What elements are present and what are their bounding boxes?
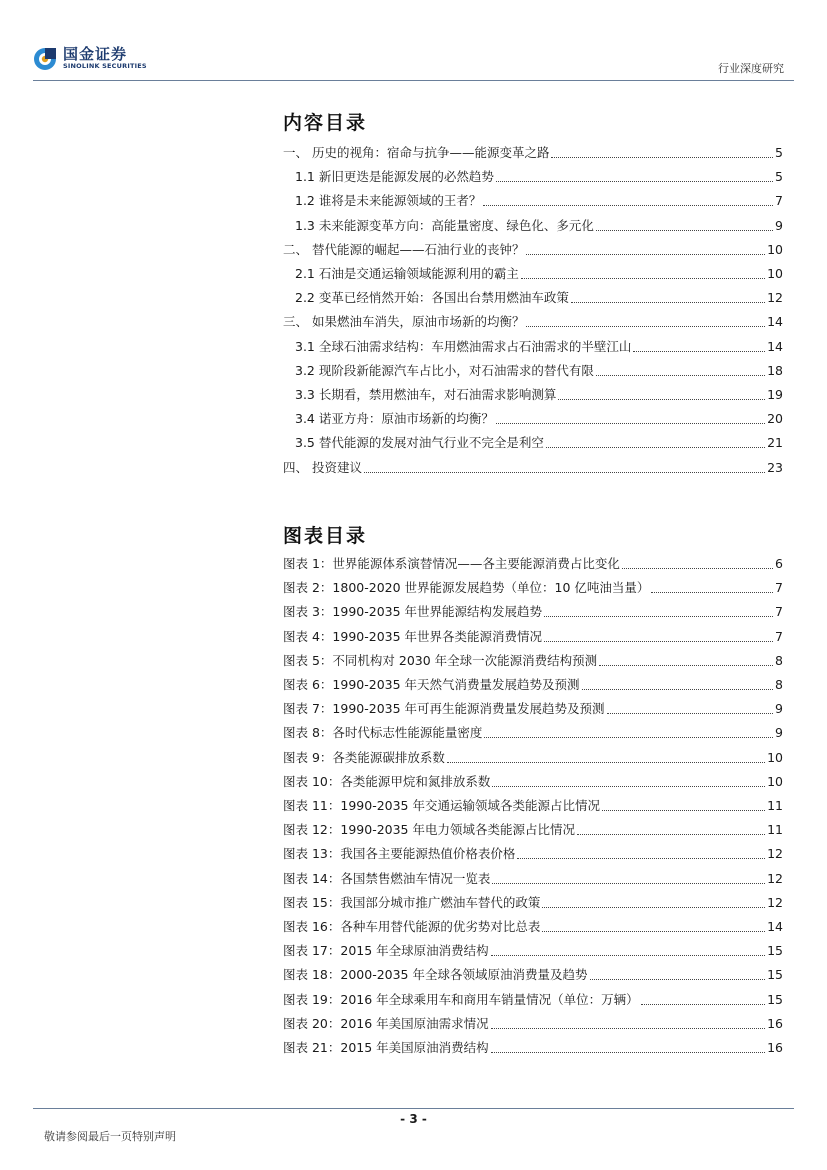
dot-leader [577, 834, 765, 835]
figure-entry[interactable] [283, 797, 783, 815]
entry-page-number: 12 [767, 894, 783, 910]
sinolink-logo-icon [33, 47, 57, 71]
entry-label: 图表 15：我国部分城市推广燃油车替代的政策 [283, 894, 541, 910]
entry-label: 图表 1：世界能源体系演替情况——各主要能源消费占比变化 [283, 556, 620, 571]
entry-label: 图表 13：我国各主要能源热值价格表价格 [283, 846, 516, 862]
entry-label: 3.2 现阶段新能源汽车占比小，对石油需求的替代有限 [295, 362, 594, 378]
entry-page-number: 15 [767, 991, 783, 1007]
figure-entry[interactable] [283, 579, 783, 597]
entry-label: 图表 19：2016 年全球乘用车和商用车销量情况（单位：万辆） [283, 991, 639, 1007]
toc-entry[interactable] [295, 168, 783, 186]
dot-leader [491, 955, 765, 956]
entry-page-number: 9 [775, 725, 783, 741]
entry-page-number: 7 [775, 628, 783, 644]
dot-leader [517, 858, 765, 859]
disclaimer: 敬请参阅最后一页特别声明 [44, 1130, 176, 1143]
dot-leader [484, 737, 773, 738]
dot-leader [526, 326, 765, 327]
figure-entry[interactable] [283, 918, 783, 936]
dot-leader [526, 254, 765, 255]
entry-page-number: 19 [767, 387, 783, 402]
entry-label: 图表 12：1990-2035 年电力领域各类能源占比情况 [283, 822, 575, 838]
toc-entry[interactable] [283, 313, 783, 331]
entry-page-number: 23 [767, 459, 783, 475]
dot-leader [622, 568, 773, 569]
figure-entry[interactable] [283, 700, 783, 718]
entry-label: 图表 18：2000-2035 年全球各领域原油消费量及趋势 [283, 967, 588, 983]
entry-label: 图表 6：1990-2035 年天然气消费量发展趋势及预测 [283, 677, 580, 692]
entry-label: 图表 2：1800-2020 世界能源发展趋势（单位：10 亿吨油当量） [283, 580, 650, 596]
figure-entry[interactable] [283, 894, 783, 912]
entry-label: 图表 21：2015 年美国原油消费结构 [283, 1040, 489, 1055]
entry-label: 1.3 未来能源变革方向：高能量密度、绿色化、多元化 [295, 217, 594, 233]
figure-entry[interactable] [283, 870, 783, 888]
dot-leader [496, 181, 773, 182]
entry-label: 图表 11：1990-2035 年交通运输领域各类能源占比情况 [283, 798, 600, 813]
figure-entry[interactable] [283, 966, 783, 984]
entry-page-number: 16 [767, 1040, 783, 1055]
entry-label: 图表 20：2016 年美国原油需求情况 [283, 1015, 489, 1031]
entry-label: 3.3 长期看，禁用燃油车，对石油需求影响测算 [295, 387, 557, 402]
entry-label: 图表 7：1990-2035 年可再生能源消费量发展趋势及预测 [283, 701, 605, 717]
entry-label: 图表 5：不同机构对 2030 年全球一次能源消费结构预测 [283, 652, 598, 668]
entry-page-number: 7 [775, 604, 783, 620]
figure-entry[interactable] [283, 1015, 783, 1033]
entry-page-number: 10 [767, 749, 783, 765]
page-number: - 3 - [400, 1112, 427, 1126]
dot-leader [447, 762, 765, 763]
dot-leader [607, 713, 774, 714]
entry-label: 图表 17：2015 年全球原油消费结构 [283, 943, 489, 959]
entry-page-number: 7 [775, 580, 783, 596]
figure-entry[interactable] [283, 676, 783, 694]
entry-page-number: 8 [775, 677, 783, 692]
entry-page-number: 14 [767, 338, 783, 354]
entry-label: 2.2 变革已经悄然开始：各国出台禁用燃油车政策 [295, 290, 569, 306]
dot-leader [496, 423, 765, 424]
figure-entry[interactable] [283, 942, 783, 960]
toc-entry[interactable] [295, 386, 783, 404]
entry-label: 3.1 全球石油需求结构：车用燃油需求占石油需求的半壁江山 [295, 338, 632, 354]
entry-page-number: 7 [775, 193, 783, 209]
entry-label: 图表 3：1990-2035 年世界能源结构发展趋势 [283, 604, 543, 620]
dot-leader [542, 931, 765, 932]
toc-entry[interactable] [283, 459, 783, 477]
dot-leader [491, 1028, 765, 1029]
entry-page-number: 14 [767, 919, 783, 934]
entry-label: 图表 14：各国禁售燃油车情况一览表 [283, 870, 491, 886]
dot-leader [551, 157, 773, 158]
toc-entry[interactable] [295, 192, 783, 210]
entry-label: 图表 10：各类能源甲烷和氮排放系数 [283, 773, 491, 789]
toc-entry[interactable] [283, 144, 783, 162]
entry-page-number: 18 [767, 362, 783, 378]
entry-page-number: 6 [775, 556, 783, 571]
dot-leader [596, 375, 765, 376]
entry-page-number: 15 [767, 943, 783, 959]
entry-label: 2.1 石油是交通运输领域能源利用的霸主 [295, 266, 519, 281]
entry-label: 三、 如果燃油车消失，原油市场新的均衡？ [283, 314, 525, 330]
footer-divider [33, 1108, 794, 1109]
entry-label: 图表 8：各时代标志性能源能量密度 [283, 725, 483, 741]
figure-entry[interactable] [283, 628, 783, 646]
toc-entry[interactable] [295, 338, 783, 356]
dot-leader [571, 302, 765, 303]
dot-leader [483, 205, 773, 206]
figure-entry[interactable] [283, 1039, 783, 1057]
entry-page-number: 16 [767, 1015, 783, 1031]
dot-leader [590, 979, 766, 980]
toc-entry[interactable] [295, 217, 783, 235]
figure-entry[interactable] [283, 991, 783, 1009]
dot-leader [641, 1004, 765, 1005]
entry-label: 1.2 谁将是未来能源领域的王者？ [295, 193, 482, 209]
dot-leader [546, 447, 765, 448]
company-logo [33, 46, 147, 71]
entry-page-number: 9 [775, 217, 783, 233]
dot-leader [521, 278, 765, 279]
toc-entry[interactable] [295, 362, 783, 380]
figure-entry[interactable] [283, 773, 783, 791]
entry-page-number: 10 [767, 241, 783, 257]
header-divider [33, 80, 794, 81]
dot-leader [599, 665, 773, 666]
figure-entry[interactable] [283, 724, 783, 742]
figure-entry[interactable] [283, 652, 783, 670]
entry-page-number: 11 [767, 822, 783, 838]
entry-page-number: 11 [767, 798, 783, 813]
dot-leader [492, 883, 765, 884]
dot-leader [596, 230, 773, 231]
entry-label: 1.1 新旧更迭是能源发展的必然趋势 [295, 169, 494, 185]
dot-leader [492, 786, 765, 787]
figure-entry[interactable] [283, 845, 783, 863]
dot-leader [491, 1052, 765, 1053]
dot-leader [558, 399, 765, 400]
figure-entry[interactable] [283, 555, 783, 573]
entry-page-number: 8 [775, 652, 783, 668]
entry-label: 二、 替代能源的崛起——石油行业的丧钟？ [283, 241, 525, 257]
figure-entry[interactable] [283, 603, 783, 621]
entry-label: 一、 历史的视角：宿命与抗争——能源变革之路 [283, 145, 550, 160]
dot-leader [582, 689, 774, 690]
dot-leader [542, 907, 765, 908]
entry-label: 四、 投资建议 [283, 459, 362, 475]
toc-entry[interactable] [295, 410, 783, 428]
figures-title: 图表目录 [283, 525, 368, 547]
entry-label: 3.5 替代能源的发展对油气行业不完全是利空 [295, 435, 544, 451]
dot-leader [544, 616, 773, 617]
entry-page-number: 14 [767, 314, 783, 330]
dot-leader [364, 472, 765, 473]
entry-page-number: 15 [767, 967, 783, 983]
entry-page-number: 5 [775, 169, 783, 185]
toc-entry[interactable] [283, 241, 783, 259]
logo-english-name: SINOLINK SECURITIES [63, 62, 147, 70]
dot-leader [602, 810, 765, 811]
entry-label: 图表 9：各类能源碳排放系数 [283, 749, 445, 765]
dot-leader [651, 592, 773, 593]
toc-title: 内容目录 [283, 112, 368, 134]
entry-page-number: 21 [767, 435, 783, 451]
logo-chinese-name: 国金证券 [63, 45, 128, 63]
entry-page-number: 9 [775, 701, 783, 717]
document-type: 行业深度研究 [718, 62, 784, 75]
toc-entry[interactable] [295, 265, 783, 283]
dot-leader [544, 641, 773, 642]
entry-page-number: 10 [767, 773, 783, 789]
toc-entry[interactable] [295, 289, 783, 307]
entry-page-number: 5 [775, 145, 783, 160]
entry-page-number: 12 [767, 290, 783, 306]
figure-entry[interactable] [283, 749, 783, 767]
entry-page-number: 12 [767, 846, 783, 862]
toc-entry[interactable] [295, 434, 783, 452]
entry-page-number: 20 [767, 411, 783, 427]
entry-page-number: 12 [767, 870, 783, 886]
entry-label: 图表 16：各种车用替代能源的优劣势对比总表 [283, 919, 541, 934]
entry-label: 3.4 诺亚方舟：原油市场新的均衡？ [295, 411, 494, 427]
dot-leader [633, 351, 765, 352]
page-header [0, 0, 827, 90]
entry-label: 图表 4：1990-2035 年世界各类能源消费情况 [283, 628, 543, 644]
entry-page-number: 10 [767, 266, 783, 281]
figure-entry[interactable] [283, 821, 783, 839]
